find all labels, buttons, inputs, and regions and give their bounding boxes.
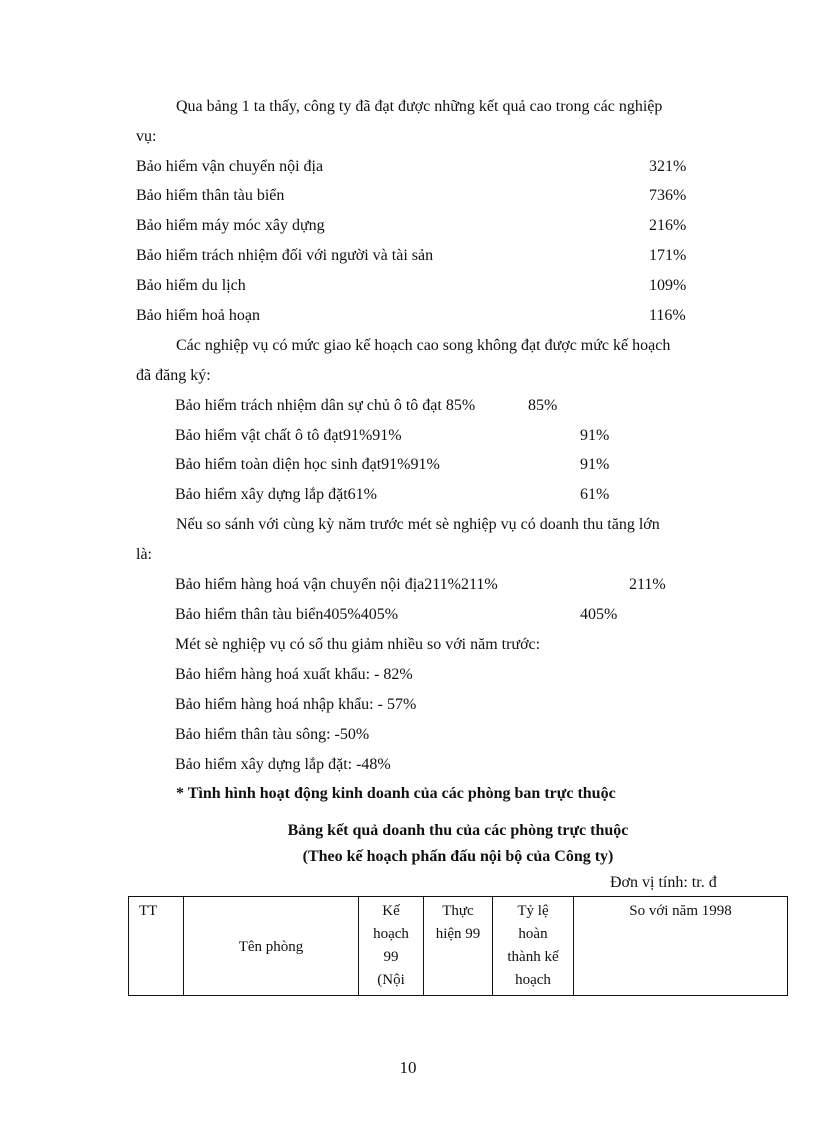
table-subtitle: (Theo kế hoạch phấn đấu nội bộ của Công ty) (302, 848, 614, 865)
decrease-intro: Mét sè nghiệp vụ có số thu giảm nhiều so với năm trước: (175, 636, 541, 653)
unit-label: Đơn vị tính: tr. đ (610, 874, 717, 891)
header-ke-hoach-line: (Nội (377, 972, 405, 988)
section-heading: * Tình hình hoạt động kinh doanh của các phòng ban trực thuộc (176, 785, 616, 802)
increase-item-value: 405% (580, 606, 618, 623)
page-number: 10 (399, 1058, 417, 1077)
header-so-voi: So với năm 1998 (574, 897, 788, 996)
notmet-item-value: 91% (580, 427, 610, 444)
header-ty-le-line: hoàn (518, 926, 548, 942)
header-ke-hoach (359, 897, 424, 996)
decrease-item: Bảo hiểm thân tàu sông: -50% (175, 726, 370, 743)
high-item-label: Bảo hiểm thân tàu biển (136, 187, 285, 204)
high-item-value: 109% (649, 277, 687, 294)
header-thuc-hien-line: hiện 99 (435, 926, 481, 942)
header-ke-hoach-line: hoạch (373, 926, 409, 942)
high-item-value: 171% (649, 247, 687, 264)
header-ke-hoach-line: Kế (382, 903, 400, 919)
table-header (129, 897, 788, 996)
decrease-item: Bảo hiểm xây dựng lắp đặt: -48% (175, 756, 391, 773)
compare-line-1: Nếu so sánh với cùng kỳ năm trước mét sè nghiệp vụ có doanh thu tăng lớn (176, 516, 660, 533)
high-item-label: Bảo hiểm hoả hoạn (136, 307, 260, 324)
decrease-item: Bảo hiểm hàng hoá nhập khẩu: - 57% (175, 696, 417, 713)
notmet-item-label: Bảo hiểm xây dựng lắp đặt61% (175, 486, 377, 503)
high-item-value: 116% (649, 307, 686, 324)
high-item-label: Bảo hiểm du lịch (136, 277, 246, 294)
table-title: Bảng kết quả doanh thu của các phòng trực thuộc (287, 822, 629, 839)
high-item-value: 321% (649, 158, 687, 175)
revenue-table (128, 896, 788, 996)
table-header-row (129, 897, 788, 996)
intro-line-2: vụ: (136, 128, 157, 145)
header-ty-le (493, 897, 574, 996)
high-item-label: Bảo hiểm vận chuyển nội địa (136, 158, 324, 175)
compare-line-2: là: (136, 546, 152, 563)
increase-item-value: 211% (629, 576, 666, 593)
header-tt: TT (129, 897, 184, 996)
notmet-item-value: 85% (528, 397, 558, 414)
notmet-item-value: 61% (580, 486, 610, 503)
notmet-line-2: đã đăng ký: (136, 367, 211, 384)
notmet-item-label: Bảo hiểm trách nhiệm dân sự chủ ô tô đạt 85% (175, 397, 476, 414)
header-ty-le-line: Tỷ lệ (517, 903, 549, 919)
intro-line-1: Qua bảng 1 ta thấy, công ty đã đạt được những kết quả cao trong các nghiệp (176, 98, 663, 115)
increase-item-label: Bảo hiểm hàng hoá vận chuyển nội địa211%211% (175, 576, 498, 593)
header-ty-le-line: hoạch (515, 972, 551, 988)
header-thuc-hien-line: Thực (442, 903, 474, 919)
header-thuc-hien (424, 897, 493, 996)
decrease-item: Bảo hiểm hàng hoá xuất khẩu: - 82% (175, 666, 413, 683)
notmet-item-label: Bảo hiểm vật chất ô tô đạt91%91% (175, 427, 402, 444)
notmet-line-1: Các nghiệp vụ có mức giao kế hoạch cao song không đạt được mức kế hoạch (176, 337, 671, 354)
notmet-item-label: Bảo hiểm toàn diện học sinh đạt91%91% (175, 456, 440, 473)
increase-item-label: Bảo hiểm thân tàu biển405%405% (175, 606, 399, 623)
high-item-label: Bảo hiểm trách nhiệm đối với người và tài sản (136, 247, 434, 264)
header-ten-phong: Tên phòng (184, 897, 359, 996)
high-item-value: 736% (649, 187, 687, 204)
notmet-item-value: 91% (580, 456, 610, 473)
high-item-value: 216% (649, 217, 687, 234)
high-item-label: Bảo hiểm máy móc xây dựng (136, 217, 325, 234)
header-ty-le-line: thành kế (507, 949, 559, 965)
header-ke-hoach-line: 99 (383, 949, 399, 965)
